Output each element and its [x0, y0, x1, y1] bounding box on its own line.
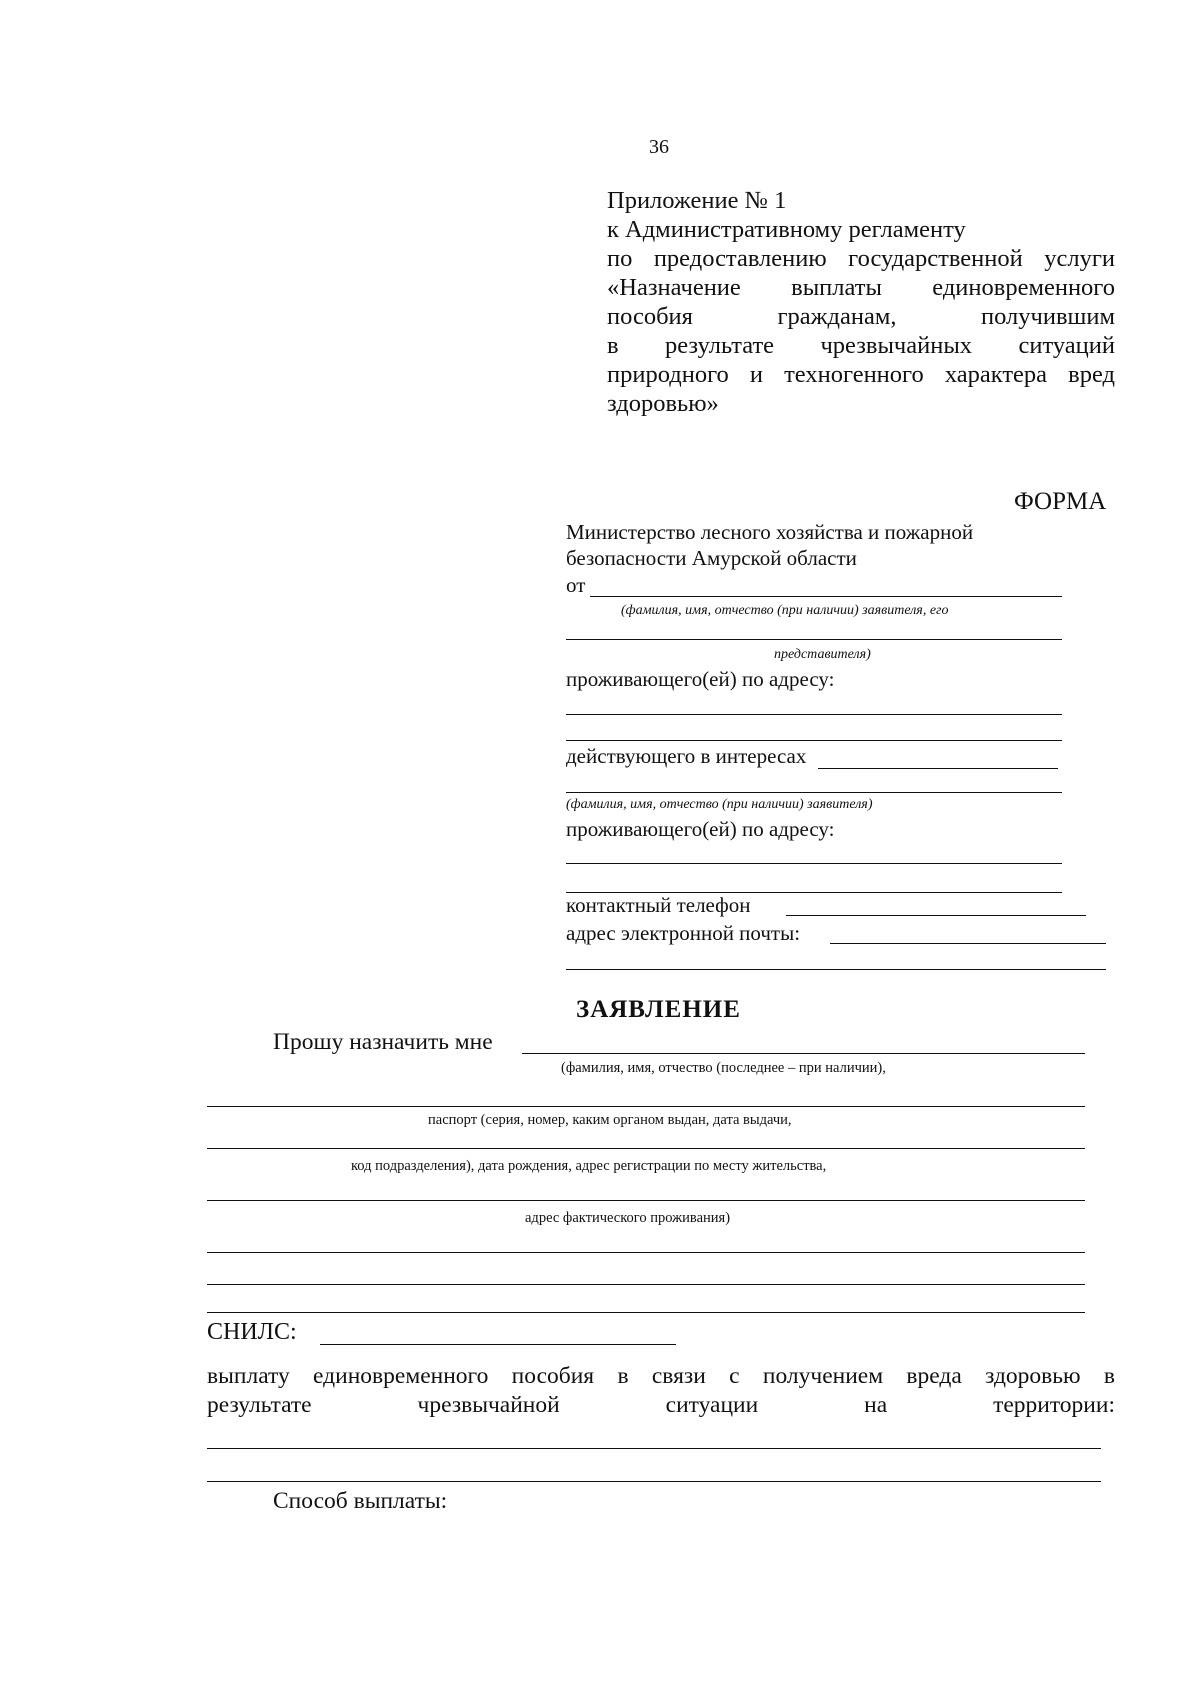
applicant-hint-1: (фамилия, имя, отчество (при наличии) заявителя, его — [621, 603, 949, 618]
payment-text-line-2: результате чрезвычайной ситуации на территории: — [207, 1392, 1115, 1418]
email-field-2[interactable] — [566, 969, 1106, 970]
snils-label: СНИЛС: — [207, 1319, 297, 1345]
phone-label: контактный телефон — [566, 893, 751, 917]
payment-method-label: Способ выплаты: — [273, 1488, 448, 1514]
acting-label: действующего в интересах — [566, 744, 807, 768]
page-number: 36 — [649, 136, 669, 158]
applicant-hint-2: представителя) — [774, 647, 871, 662]
appendix-line: в результате чрезвычайных ситуаций — [607, 332, 1115, 359]
ministry-line-1: Министерство лесного хозяйства и пожарной — [566, 520, 974, 544]
statement-hint-3: код подразделения), дата рождения, адрес регистрации по месту жительства, — [351, 1158, 827, 1174]
territory-field-1[interactable] — [207, 1448, 1101, 1449]
territory-field-2[interactable] — [207, 1481, 1101, 1482]
acting-field[interactable] — [818, 768, 1058, 769]
residing-label-1: проживающего(ей) по адресу: — [566, 667, 835, 691]
appendix-header — [607, 186, 1115, 418]
email-label: адрес электронной почты: — [566, 921, 801, 945]
from-label: от — [566, 573, 586, 597]
appendix-line: здоровью» — [607, 390, 719, 417]
statement-field-3[interactable] — [207, 1148, 1085, 1149]
address-field-3[interactable] — [566, 863, 1062, 864]
from-field[interactable] — [590, 596, 1062, 597]
statement-field-7[interactable] — [207, 1312, 1085, 1313]
statement-hint-4: адрес фактического проживания) — [525, 1210, 731, 1226]
payment-text-line-1: выплату единовременного пособия в связи с получением вреда здоровью в — [207, 1363, 1115, 1389]
appendix-line: Приложение № 1 — [607, 187, 787, 214]
email-field[interactable] — [830, 943, 1106, 944]
statement-field-2[interactable] — [207, 1106, 1085, 1107]
appendix-line: к Административному регламенту — [607, 216, 966, 243]
acting-field-2[interactable] — [566, 792, 1062, 793]
appendix-line: природного и техногенного характера вред — [607, 361, 1115, 388]
address-field-2[interactable] — [566, 740, 1062, 741]
statement-hint-1: (фамилия, имя, отчество (последнее – при наличии), — [561, 1060, 886, 1076]
request-label: Прошу назначить мне — [273, 1029, 493, 1055]
appendix-line: «Назначение выплаты единовременного — [607, 274, 1115, 301]
statement-field-5[interactable] — [207, 1252, 1085, 1253]
statement-hint-2: паспорт (серия, номер, каким органом выдан, дата выдачи, — [428, 1112, 792, 1128]
appendix-line: по предоставлению государственной услуги — [607, 245, 1115, 272]
request-field[interactable] — [522, 1053, 1085, 1054]
snils-field[interactable] — [320, 1344, 676, 1345]
applicant-field-2[interactable] — [566, 639, 1062, 640]
ministry-line-2: безопасности Амурской области — [566, 546, 857, 570]
address-field-1[interactable] — [566, 714, 1062, 715]
statement-field-4[interactable] — [207, 1200, 1085, 1201]
statement-title: ЗАЯВЛЕНИЕ — [576, 996, 741, 1023]
residing-label-2: проживающего(ей) по адресу: — [566, 817, 835, 841]
represented-hint: (фамилия, имя, отчество (при наличии) заявителя) — [566, 797, 873, 812]
appendix-line: пособия гражданам, получившим — [607, 303, 1115, 330]
phone-field[interactable] — [786, 915, 1086, 916]
statement-field-6[interactable] — [207, 1284, 1085, 1285]
form-label: ФОРМА — [1014, 488, 1107, 515]
